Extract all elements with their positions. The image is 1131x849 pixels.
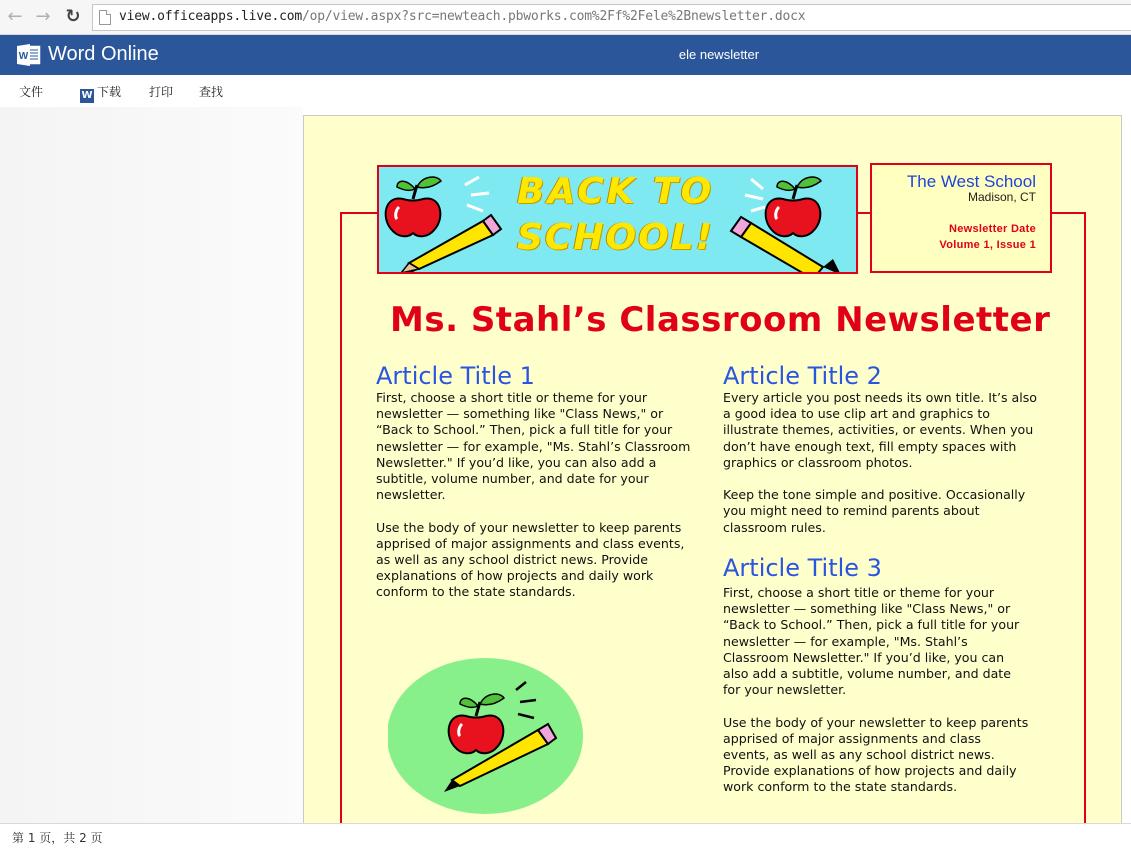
- right-apple-icon: [766, 177, 821, 236]
- menu-print[interactable]: 打印: [149, 85, 174, 99]
- back-to-school-banner: [377, 165, 858, 274]
- article-3-para-1: First, choose a short title or theme for your newsletter — something like "Class News," or “Back to School.” Then, pick a full title for your newsletter — for example, "Ms. Stahl’s Classroom Newsletter." If you’d like, you can also add a subtitle, volume number, and date for your newsletter.: [723, 585, 1020, 698]
- app-header: [0, 35, 1131, 75]
- article-3-body: [723, 585, 1029, 812]
- menu-download-label: 下载: [97, 85, 122, 99]
- app-brand[interactable]: Word Online: [48, 43, 159, 65]
- newsletter-issue: Volume 1, Issue 1: [939, 239, 1036, 251]
- url-text: view.officeapps.live.com/op/view.aspx?src=newteach.pbworks.com%2Ff%2Fele%2Bnewsletter.docx: [119, 9, 806, 24]
- article-1-title: Article Title 1: [376, 362, 535, 390]
- back-arrow-icon[interactable]: ←: [7, 6, 23, 27]
- article-1-para-2: Use the body of your newsletter to keep parents apprised of major assignments and class events, as well as any school district news. Provide explanations of how projects and daily work conform to the state standards.: [376, 519, 685, 600]
- document-viewport[interactable]: [0, 107, 1131, 823]
- left-apple-icon: [386, 177, 441, 236]
- word-doc-icon: W: [81, 90, 93, 101]
- menu-download[interactable]: [80, 83, 121, 103]
- school-name: The West School: [906, 172, 1036, 191]
- article-1-para-1: First, choose a short title or theme for your newsletter — something like "Class News," or “Back to School.” Then, pick a full title for your newsletter — for example, "Ms. Stahl’s Classroom Newsletter." If you’d like, you can also add a subtitle, volume number, and date for your newsletter.: [376, 390, 691, 503]
- article-2-para-2: Keep the tone simple and positive. Occasionally you might need to remind parents about classroom rules.: [723, 487, 1026, 535]
- article-2-title: Article Title 2: [723, 362, 882, 390]
- document-page: [303, 115, 1122, 825]
- address-bar[interactable]: [92, 4, 1131, 31]
- newsletter-date: Newsletter Date: [948, 223, 1036, 235]
- document-title: ele newsletter: [678, 47, 760, 62]
- banner-line-2: SCHOOL!: [517, 217, 715, 258]
- banner-title: [517, 169, 717, 261]
- left-gutter: [0, 107, 303, 823]
- page-count: 第 1 页，共 2 页: [12, 831, 103, 845]
- banner-line-1: BACK TO: [517, 171, 715, 212]
- school-city: Madison, CT: [967, 190, 1036, 204]
- article-3-title: Article Title 3: [723, 554, 882, 582]
- article-3-para-2: Use the body of your newsletter to keep parents apprised of major assignments and class events, as well as any school district news. Provide explanations of how projects and daily work conform to the state standards.: [723, 714, 1029, 795]
- newsletter-title: Ms. Stahl’s Classroom Newsletter: [390, 300, 1051, 340]
- status-bar: [0, 823, 1131, 849]
- article-2-body: [723, 390, 1039, 552]
- svg-text:W: W: [18, 51, 29, 62]
- menu-bar: [0, 75, 1131, 107]
- menu-find[interactable]: 查找: [199, 85, 224, 99]
- menu-file[interactable]: 文件: [19, 85, 44, 99]
- forward-arrow-icon[interactable]: →: [35, 6, 51, 27]
- article-2-para-1: Every article you post needs its own title. It’s also a good idea to use clip art and graphics to illustrate themes, activities, or events. When you don’t have enough text, fill empty spaces with graphics or classroom photos.: [723, 390, 1038, 470]
- school-info-box: [870, 163, 1052, 273]
- reload-icon[interactable]: ↻: [65, 6, 81, 27]
- page-icon: [99, 10, 111, 25]
- browser-toolbar: [0, 0, 1131, 35]
- article-1-body: [376, 390, 692, 617]
- apple-pencil-clipart: [388, 656, 588, 816]
